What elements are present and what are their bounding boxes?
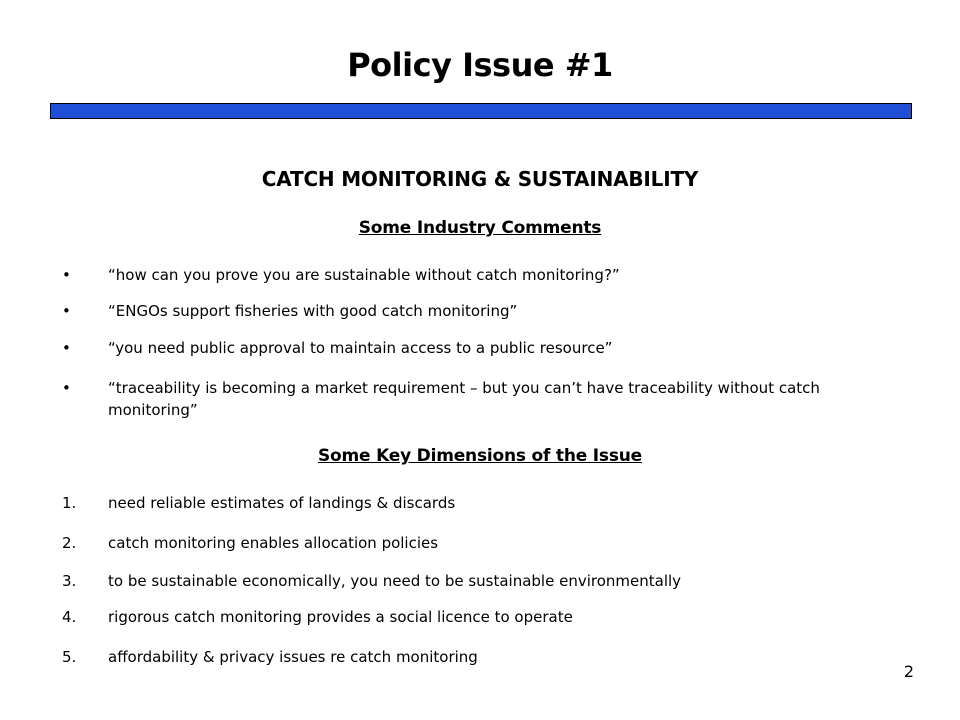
dimension-text: affordability & privacy issues re catch monitoring bbox=[108, 648, 478, 666]
number-marker: 5. bbox=[62, 648, 77, 666]
number-marker: 3. bbox=[62, 572, 77, 590]
comment-text: “ENGOs support fisheries with good catch monitoring” bbox=[108, 302, 518, 320]
dimension-text: to be sustainable economically, you need to be sustainable environmentally bbox=[108, 572, 682, 590]
bullet-marker: • bbox=[62, 339, 71, 357]
bullet-marker: • bbox=[62, 266, 71, 284]
comment-text: “you need public approval to maintain access to a public resource” bbox=[108, 339, 613, 357]
comment-text: “how can you prove you are sustainable without catch monitoring?” bbox=[108, 266, 620, 284]
comment-text: “traceability is becoming a market requirement – but you can’t have traceability without catch monitoring” bbox=[108, 379, 820, 419]
section-heading: CATCH MONITORING & SUSTAINABILITY bbox=[261, 167, 699, 191]
page-number: 2 bbox=[903, 662, 914, 681]
number-marker: 4. bbox=[62, 608, 77, 626]
bullet-marker: • bbox=[62, 302, 71, 320]
dimension-text: need reliable estimates of landings & discards bbox=[108, 494, 456, 512]
title-underline-bar bbox=[50, 103, 912, 119]
bullet-marker: • bbox=[62, 379, 71, 397]
slide-title: Policy Issue #1 bbox=[347, 46, 613, 84]
dimension-text: catch monitoring enables allocation policies bbox=[108, 534, 439, 552]
dimensions-subheading: Some Key Dimensions of the Issue bbox=[317, 446, 642, 466]
comments-subheading: Some Industry Comments bbox=[358, 218, 602, 238]
number-marker: 2. bbox=[62, 534, 77, 552]
dimension-text: rigorous catch monitoring provides a social licence to operate bbox=[108, 608, 573, 626]
number-marker: 1. bbox=[62, 494, 77, 512]
